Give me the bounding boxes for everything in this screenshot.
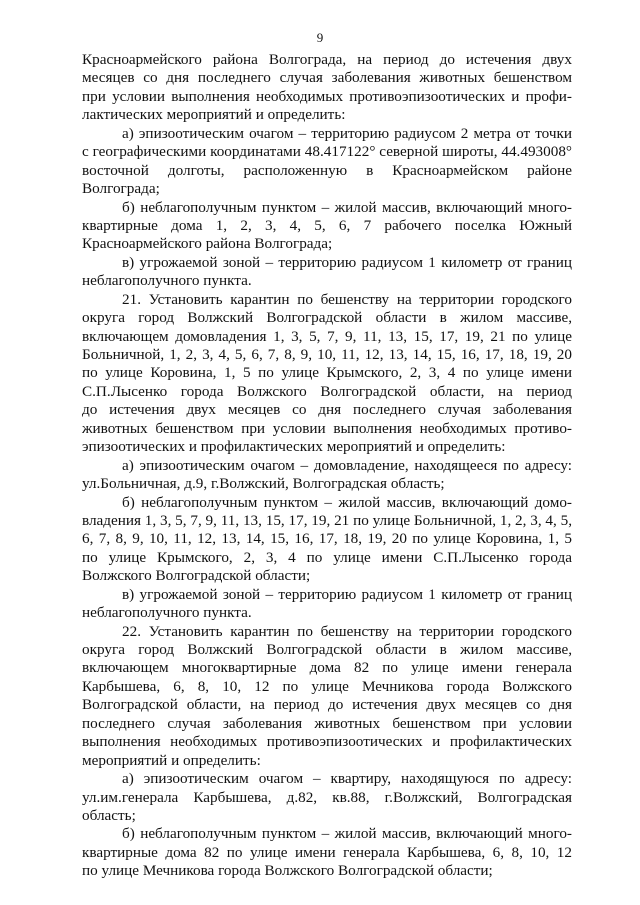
text-line: ул.им.генерала Карбышева, д.82, кв.88, г.Волжский, Волгоградская xyxy=(82,788,572,806)
text-line: 6, 7, 8, 9, 10, 11, 12, 13, 14, 15, 16, 17, 18, 19, 20 по улице Коровина, 1, 5 xyxy=(82,530,572,548)
text-line: неблагополучного пункта. xyxy=(82,604,252,622)
text-line: в) угрожаемой зоной – территорию радиусом 1 километр от границ xyxy=(122,253,572,271)
text-line: последнего случая заболевания животных бешенством при условии xyxy=(82,714,572,732)
text-line: Больничной, 1, 2, 3, 4, 5, 6, 7, 8, 9, 10, 11, 12, 13, 14, 15, 16, 17, 18, 19, 20 xyxy=(82,346,572,363)
text-line: по улице Мечникова города Волжского Волгоградской области; xyxy=(82,862,493,880)
text-line: Карбышева, 6, 8, 10, 12 по улице Мечникова города Волжского xyxy=(82,677,572,695)
text-line: квартирные дома 1, 2, 3, 4, 5, 6, 7 рабочего поселка Южный xyxy=(82,216,572,234)
text-line: 21. Установить карантин по бешенству на территории городского xyxy=(122,290,572,308)
text-line: до истечения двух месяцев со дня последнего случая заболевания xyxy=(82,401,572,419)
text-line: округа город Волжский Волгоградской области в жилом массиве, xyxy=(82,309,572,327)
text-line: владения 1, 3, 5, 7, 9, 11, 13, 15, 17, 19, 21 по улице Больничной, 1, 2, 3, 4, 5, xyxy=(82,511,572,529)
text-line: а) эпизоотическим очагом – домовладение, находящееся по адресу: xyxy=(122,456,572,474)
text-line: ул.Больничная, д.9, г.Волжский, Волгоградская область; xyxy=(82,475,445,493)
text-line: по улице Крымского, 2, 3, 4 по улице имени С.П.Лысенко города xyxy=(82,548,572,566)
text-line: область; xyxy=(82,806,136,824)
text-line: Красноармейского района Волгограда, на период до истечения двух xyxy=(82,51,572,68)
text-line: Красноармейского района Волгограда; xyxy=(82,235,333,253)
text-line: животных бешенством при условии выполнения необходимых противо- xyxy=(82,419,572,437)
text-line: квартирные дома 82 по улице имени генерала Карбышева, 6, 8, 10, 12 xyxy=(82,843,572,861)
text-line: неблагополучного пункта. xyxy=(82,272,252,290)
text-line: а) эпизоотическим очагом – квартиру, находящуюся по адресу: xyxy=(122,770,572,788)
text-line: месяцев со дня последнего случая заболевания животных бешенством xyxy=(82,69,572,87)
text-line: включающем многоквартирные дома 82 по улице имени генерала xyxy=(82,659,572,677)
text-line: а) эпизоотическим очагом – территорию радиусом 2 метра от точки xyxy=(122,124,572,142)
text-line: по улице Коровина, 1, 5 по улице Крымского, 2, 3, 4 по улице имени xyxy=(82,364,572,382)
text-line: б) неблагополучным пунктом – жилой массив, включающий много- xyxy=(122,825,572,843)
page-number: 9 xyxy=(316,30,324,45)
text-line: б) неблагополучным пунктом – жилой массив, включающий много- xyxy=(122,198,572,216)
text-line: С.П.Лысенко города Волжского Волгоградской области, на период xyxy=(82,382,572,400)
text-line: Волжского Волгоградской области; xyxy=(82,567,311,585)
text-line: выполнения необходимых противоэпизоотических и профилактических xyxy=(82,733,572,751)
text-line: включающем домовладения 1, 3, 5, 7, 9, 11, 13, 15, 17, 19, 21 по улице xyxy=(82,327,572,345)
text-line: в) угрожаемой зоной – территорию радиусом 1 километр от границ xyxy=(122,585,572,603)
text-line: восточной долготы, расположенную в Красноармейском районе xyxy=(82,161,572,179)
text-line: эпизоотических и профилактических мероприятий и определить: xyxy=(82,438,506,456)
text-line: Волгограда; xyxy=(82,180,160,198)
text-line: лактических мероприятий и определить: xyxy=(82,106,346,124)
document-body xyxy=(82,51,572,881)
text-line: б) неблагополучным пунктом – жилой массив, включающий домо- xyxy=(122,493,572,511)
text-line: мероприятий и определить: xyxy=(82,751,261,769)
text-line: при условии выполнения необходимых противоэпизоотических и профи- xyxy=(82,87,572,105)
text-line: 22. Установить карантин по бешенству на территории городского xyxy=(122,622,572,640)
text-line: с географическими координатами 48.417122° северной широты, 44.493008° xyxy=(82,143,572,161)
text-line: округа город Волжский Волгоградской области в жилом массиве, xyxy=(82,641,572,658)
text-line: Волгоградской области, на период до истечения двух месяцев со дня xyxy=(82,696,572,714)
